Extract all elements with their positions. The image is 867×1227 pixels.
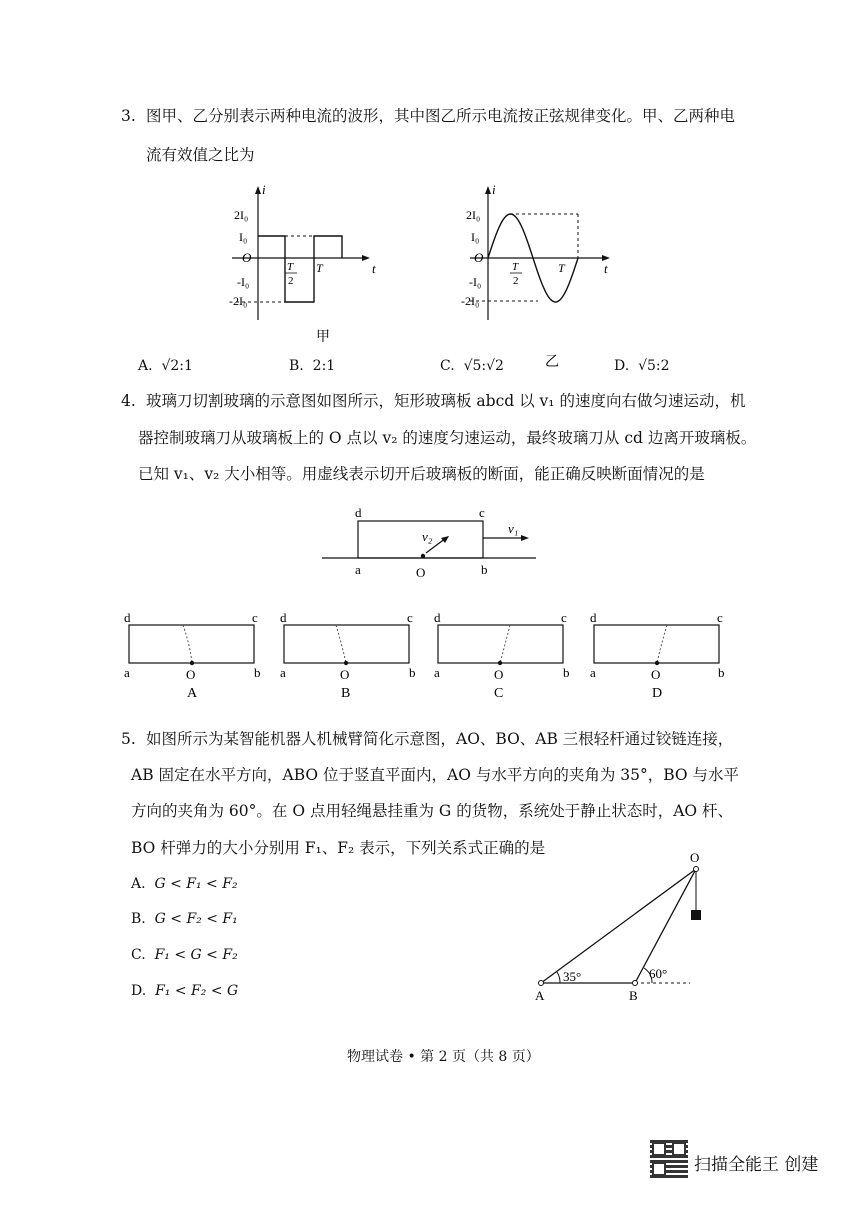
q4-label-d: d [355, 505, 362, 520]
jia-axis-t: t [372, 261, 376, 276]
q5-option-a[interactable]: A. G < F₁ < F₂ [131, 876, 238, 892]
q4-b-b: b [409, 665, 416, 680]
q4-a-b: b [254, 665, 261, 680]
jia-caption: 甲 [316, 330, 330, 345]
q5-option-d[interactable]: D. F₁ < F₂ < G [131, 983, 239, 999]
jia-y-2i0: 2I₀ [234, 208, 249, 222]
q4-b-a: a [280, 665, 286, 680]
q4-b-caption: B [341, 686, 351, 701]
q4-d-o: O [651, 667, 661, 682]
yi-caption: 乙 [545, 355, 559, 370]
q4-label-a: a [355, 562, 361, 577]
jia-x-half-den: 2 [288, 275, 294, 287]
q3-option-d[interactable]: D. √5:2 [614, 358, 670, 374]
q4-b-c: c [407, 610, 413, 625]
qr-code-icon [650, 1140, 688, 1178]
q4-a-d: d [124, 610, 131, 625]
q4-c-d: d [434, 610, 441, 625]
hinge-o [694, 867, 699, 872]
q4-label-v1: v₁ [508, 521, 519, 536]
q4-a-o: O [186, 667, 196, 682]
q5-label-o: O [690, 850, 700, 865]
q5-angle-60: 60° [649, 966, 668, 981]
q5-stem-line3: 方向的夹角为 60°。在 O 点用轻绳悬挂重为 G 的货物，系统处于静止状态时，AO 杆、 [131, 802, 734, 820]
yi-y-i0: I₀ [471, 230, 480, 244]
q3-option-a[interactable]: A. √2:1 [138, 358, 193, 374]
q4-label-v2: v₂ [422, 529, 433, 544]
q4-a-caption: A [187, 686, 198, 701]
yi-y-neg-2i0: -2I₀ [461, 294, 480, 308]
q5-option-c[interactable]: C. F₁ < G < F₂ [131, 947, 238, 963]
q5-stem-line2: AB 固定在水平方向，ABO 位于竖直平面内，AO 与水平方向的夹角为 35°，BO 与水平 [131, 766, 740, 784]
q5-option-b[interactable]: B. G < F₂ < F₁ [131, 911, 238, 927]
q5-angle-35: 35° [563, 969, 582, 984]
yi-x-T: T [558, 261, 565, 275]
q4-d-d: d [590, 610, 597, 625]
q4-c-caption: C [494, 686, 504, 701]
jia-axis-i: i [262, 182, 266, 197]
q4-c-a: a [434, 665, 440, 680]
q4-c-b: b [563, 665, 570, 680]
q4-b-o: O [340, 667, 350, 682]
q4-d-b: b [718, 665, 725, 680]
jia-y-i0: I₀ [239, 230, 248, 244]
q5-stem-line1: 如图所示为某智能机器人机械臂简化示意图，AO、BO、AB 三根轻杆通过铰链连接， [146, 730, 734, 748]
hinge-a [539, 981, 544, 986]
jia-y-neg-2i0: -2I₀ [229, 294, 248, 308]
q4-stem-line2: 器控制玻璃刀从玻璃板上的 O 点以 v₂ 的速度匀速运动，最终玻璃刀从 cd 边离开玻璃板。 [138, 429, 757, 447]
yi-axis-t: t [604, 261, 608, 276]
yi-x-half-den: 2 [513, 275, 519, 287]
q4-label-c: c [479, 505, 485, 520]
q4-a-c: c [252, 610, 258, 625]
hinge-b [633, 981, 638, 986]
jia-x-T: T [316, 261, 323, 275]
jia-x-half-num: T [287, 261, 294, 273]
scanner-watermark: 扫描全能王 创建 [694, 1155, 819, 1175]
q4-label-o: O [416, 565, 426, 580]
rod-ao [541, 869, 696, 983]
yi-axis-i: i [492, 182, 496, 197]
q4-stem-line1: 玻璃刀切割玻璃的示意图如图所示，矩形玻璃板 abcd 以 v₁ 的速度向右做匀速运动，机 [146, 392, 746, 410]
yi-y-2i0: 2I₀ [466, 208, 481, 222]
hanging-load [691, 910, 701, 920]
q3-number: 3. [121, 107, 136, 125]
yi-y-neg-i0: -I₀ [469, 275, 482, 289]
q3-stem-line1: 图甲、乙分别表示两种电流的波形，其中图乙所示电流按正弦规律变化。甲、乙两种电 [146, 107, 736, 125]
q4-number: 4. [121, 392, 136, 410]
q4-label-b: b [481, 562, 488, 577]
q4-stem-line3: 已知 v₁、v₂ 大小相等。用虚线表示切开后玻璃板的断面，能正确反映断面情况的是 [138, 465, 705, 483]
q3-stem-line2: 流有效值之比为 [146, 146, 255, 164]
q4-d-a: a [590, 665, 596, 680]
jia-y-neg-i0: -I₀ [237, 275, 250, 289]
q4-d-caption: D [652, 686, 663, 701]
q4-a-a: a [124, 665, 130, 680]
q5-number: 5. [121, 730, 136, 748]
jia-origin: O [242, 250, 252, 265]
q5-label-a: A [535, 988, 545, 1003]
page-footer: 物理试卷 • 第 2 页（共 8 页） [347, 1049, 540, 1065]
q4-c-c: c [561, 610, 567, 625]
q4-b-d: d [280, 610, 287, 625]
q5-stem-line4: BO 杆弹力的大小分别用 F₁、F₂ 表示，下列关系式正确的是 [131, 839, 546, 857]
q4-c-o: O [494, 667, 504, 682]
q4-d-c: c [717, 610, 723, 625]
yi-origin: O [474, 250, 484, 265]
q3-option-c[interactable]: C. √5:√2 [440, 358, 504, 374]
q5-label-b: B [629, 988, 638, 1003]
yi-x-half-num: T [512, 261, 519, 273]
q3-option-b[interactable]: B. 2:1 [289, 358, 336, 374]
